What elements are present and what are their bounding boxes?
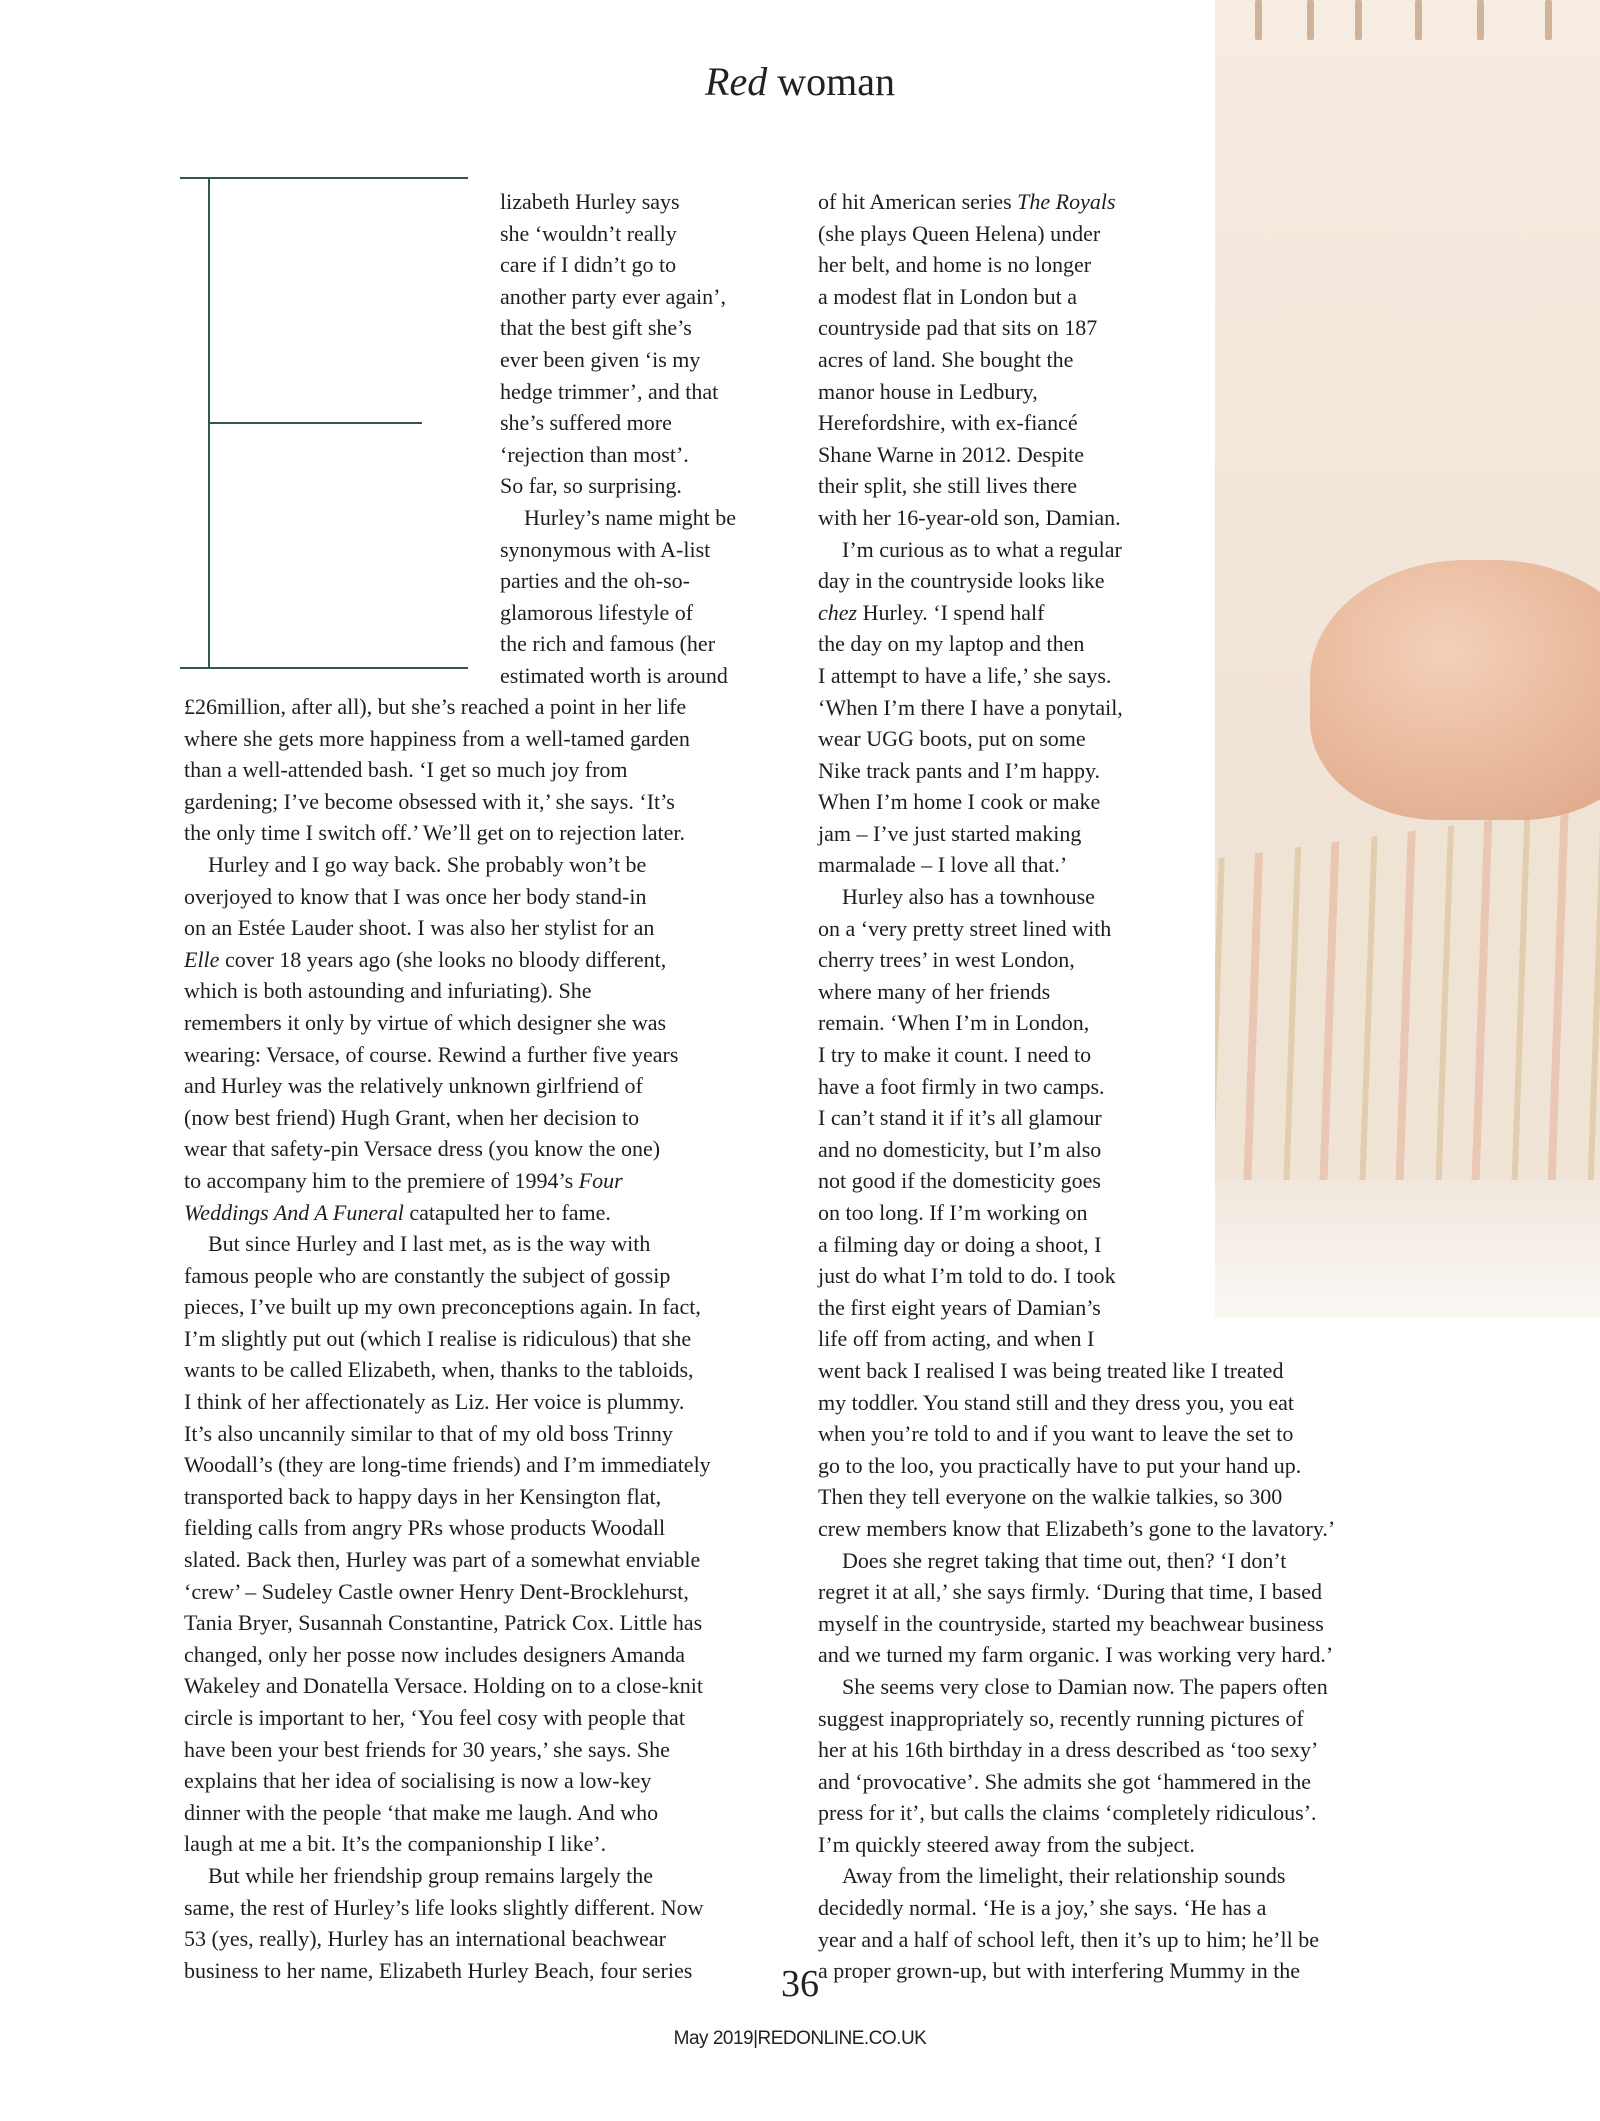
text-line: chez Hurley. ‘I spend half bbox=[818, 599, 1045, 625]
text-line: myself in the countryside, started my beachwear business bbox=[818, 1610, 1324, 1636]
text-line: Tania Bryer, Susannah Constantine, Patrick Cox. Little has bbox=[184, 1610, 703, 1636]
text-line: changed, only her posse now includes designers Amanda bbox=[184, 1641, 685, 1667]
text-line: the first eight years of Damian’s bbox=[818, 1294, 1101, 1320]
text-line: which is both astounding and infuriating). She bbox=[184, 978, 592, 1004]
text-line: a modest flat in London but a bbox=[818, 283, 1078, 309]
text-line: pieces, I’ve built up my own preconceptions again. In fact, bbox=[184, 1294, 701, 1320]
text-line: dinner with the people ‘that make me laugh. And who bbox=[184, 1799, 659, 1825]
text-line: her at his 16th birthday in a dress described as ‘too sexy’ bbox=[818, 1737, 1319, 1763]
text-line: she ‘wouldn’t really bbox=[500, 220, 677, 246]
text-line: on too long. If I’m working on bbox=[818, 1200, 1088, 1225]
text-line: remembers it only by virtue of which designer she was bbox=[184, 1009, 667, 1035]
drop-cap-middle-bar bbox=[210, 422, 422, 424]
text-line: the only time I switch off.’ We’ll get on to rejection later. bbox=[184, 820, 686, 846]
text-line: than a well-attended bash. ‘I get so much joy from bbox=[184, 757, 628, 783]
text-line: transported back to happy days in her Kensington flat, bbox=[184, 1483, 662, 1509]
text-line: I can’t stand it if it’s all glamour bbox=[818, 1105, 1102, 1131]
photo-stripe bbox=[1477, 0, 1484, 40]
text-line: wearing: Versace, of course. Rewind a further five years bbox=[184, 1041, 679, 1067]
text-line: I attempt to have a life,’ she says. bbox=[818, 662, 1112, 688]
footer-site: REDONLINE.CO.UK bbox=[757, 2028, 927, 2049]
text-line: (now best friend) Hugh Grant, when her decision to bbox=[184, 1104, 640, 1130]
column-1-top bbox=[500, 186, 736, 692]
text-line: I’m curious as to what a regular bbox=[842, 536, 1122, 562]
text-line: explains that her idea of socialising is now a low-key bbox=[184, 1768, 652, 1794]
text-line: crew members know that Elizabeth’s gone to the lavatory.’ bbox=[818, 1515, 1336, 1541]
text-line: not good if the domesticity goes bbox=[818, 1168, 1101, 1194]
text-line: a filming day or doing a shoot, I bbox=[818, 1231, 1102, 1257]
text-line: Hurley and I go way back. She probably won’t be bbox=[208, 851, 647, 877]
text-line: marmalade – I love all that.’ bbox=[818, 852, 1068, 878]
text-line: (she plays Queen Helena) under bbox=[818, 220, 1101, 246]
text-line: press for it’, but calls the claims ‘completely ridiculous’. bbox=[818, 1800, 1317, 1826]
text-line: with her 16-year-old son, Damian. bbox=[818, 504, 1121, 530]
text-line: So far, so surprising. bbox=[500, 473, 682, 499]
text-line: went back I realised I was being treated like I treated bbox=[818, 1357, 1284, 1383]
text-line: hedge trimmer’, and that bbox=[500, 378, 719, 404]
text-line: £26million, after all), but she’s reached a point in her life bbox=[184, 694, 687, 719]
column-1-bottom bbox=[184, 691, 711, 1986]
text-line: cherry trees’ in west London, bbox=[818, 947, 1075, 973]
text-line: Shane Warne in 2012. Despite bbox=[818, 441, 1085, 467]
drop-cap-top-bar bbox=[180, 177, 468, 179]
text-line: circle is important to her, ‘You feel cosy with people that bbox=[184, 1705, 685, 1730]
text-line: ever been given ‘is my bbox=[500, 346, 701, 372]
text-line: day in the countryside looks like bbox=[818, 568, 1105, 594]
text-line: Herefordshire, with ex-fiancé bbox=[818, 410, 1078, 436]
text-line: lizabeth Hurley says bbox=[500, 189, 680, 214]
text-line: the rich and famous (her bbox=[500, 631, 716, 657]
text-line: Woodall’s (they are long-time friends) and I’m immediately bbox=[184, 1452, 711, 1478]
text-line: where she gets more happiness from a well-tamed garden bbox=[184, 725, 690, 751]
page-number: 36 bbox=[781, 1963, 819, 2005]
text-line: to accompany him to the premiere of 1994’s Four bbox=[184, 1167, 623, 1193]
magazine-header bbox=[0, 58, 1600, 105]
text-line: have been your best friends for 30 years,’ she says. She bbox=[184, 1736, 670, 1762]
text-line: and no domesticity, but I’m also bbox=[818, 1136, 1102, 1162]
text-line: suggest inappropriately so, recently running pictures of bbox=[818, 1705, 1304, 1731]
text-line: have a foot firmly in two camps. bbox=[818, 1073, 1105, 1099]
text-line: ‘crew’ – Sudeley Castle owner Henry Dent-Brocklehurst, bbox=[184, 1578, 689, 1604]
text-line: another party ever again’, bbox=[500, 283, 726, 309]
text-line: regret it at all,’ she says firmly. ‘During that time, I based bbox=[818, 1579, 1323, 1605]
photo-stripe bbox=[1307, 0, 1314, 40]
text-line: decidedly normal. ‘He is a joy,’ she says. ‘He has a bbox=[818, 1895, 1267, 1921]
text-line: estimated worth is around bbox=[500, 662, 728, 688]
text-line: wear UGG boots, put on some bbox=[818, 726, 1086, 752]
text-line: overjoyed to know that I was once her body stand-in bbox=[184, 883, 647, 909]
text-line: countryside pad that sits on 187 bbox=[818, 315, 1098, 341]
text-line: when you’re told to and if you want to leave the set to bbox=[818, 1421, 1294, 1447]
text-line: and we turned my farm organic. I was working very hard.’ bbox=[818, 1642, 1334, 1668]
text-line: Hurley’s name might be bbox=[524, 504, 737, 530]
text-line: where many of her friends bbox=[818, 978, 1051, 1004]
text-line: my toddler. You stand still and they dress you, you eat bbox=[818, 1389, 1295, 1415]
text-line: slated. Back then, Hurley was part of a somewhat enviable bbox=[184, 1547, 701, 1573]
text-line: wear that safety-pin Versace dress (you know the one) bbox=[184, 1136, 661, 1162]
text-line: care if I didn’t go to bbox=[500, 252, 677, 278]
column-2 bbox=[818, 186, 1335, 1987]
text-line: Does she regret taking that time out, then? ‘I don’t bbox=[842, 1547, 1287, 1573]
header-brand: Red bbox=[705, 59, 768, 104]
text-line: Hurley also has a townhouse bbox=[842, 884, 1095, 910]
text-line: I’m quickly steered away from the subject. bbox=[818, 1831, 1195, 1857]
text-line: Wakeley and Donatella Versace. Holding on to a close-knit bbox=[184, 1673, 703, 1699]
text-line: fielding calls from angry PRs whose products Woodall bbox=[184, 1515, 666, 1541]
text-line: ‘When I’m there I have a ponytail, bbox=[818, 694, 1123, 720]
photo-bowl bbox=[1310, 560, 1600, 820]
text-line: life off from acting, and when I bbox=[818, 1326, 1095, 1352]
text-line: Weddings And A Funeral catapulted her to fame. bbox=[184, 1199, 611, 1225]
text-line: that the best gift she’s bbox=[500, 315, 692, 341]
text-line: the day on my laptop and then bbox=[818, 631, 1085, 657]
text-line: remain. ‘When I’m in London, bbox=[818, 1010, 1090, 1036]
text-line: But since Hurley and I last met, as is the way with bbox=[208, 1231, 651, 1257]
text-line: ‘rejection than most’. bbox=[500, 441, 689, 467]
text-line: Nike track pants and I’m happy. bbox=[818, 757, 1101, 783]
text-line: on an Estée Lauder shoot. I was also her stylist for an bbox=[184, 915, 655, 941]
footer-issue: May 2019 bbox=[673, 2028, 754, 2049]
text-line: I’m slightly put out (which I realise is ridiculous) that she bbox=[184, 1325, 692, 1351]
text-line: on a ‘very pretty street lined with bbox=[818, 915, 1112, 941]
text-line: Elle cover 18 years ago (she looks no bloody different, bbox=[184, 946, 667, 972]
text-line: manor house in Ledbury, bbox=[818, 378, 1038, 404]
text-line: But while her friendship group remains largely the bbox=[208, 1862, 653, 1888]
text-line: year and a half of school left, then it’s up to him; he’ll be bbox=[818, 1926, 1319, 1952]
text-line: gardening; I’ve become obsessed with it,’ she says. ‘It’s bbox=[184, 788, 675, 814]
text-line: she’s suffered more bbox=[500, 410, 672, 436]
text-line: acres of land. She bought the bbox=[818, 346, 1074, 372]
photo-stripe bbox=[1545, 0, 1552, 40]
photo-stripe bbox=[1415, 0, 1422, 40]
text-line: She seems very close to Damian now. The papers often bbox=[842, 1673, 1328, 1699]
text-line: Away from the limelight, their relationship sounds bbox=[842, 1863, 1286, 1889]
text-line: 53 (yes, really), Hurley has an international beachwear bbox=[184, 1926, 666, 1952]
text-line: and Hurley was the relatively unknown girlfriend of bbox=[184, 1073, 643, 1099]
page-footer bbox=[0, 2028, 1600, 2050]
text-line: famous people who are constantly the subject of gossip bbox=[184, 1262, 671, 1288]
text-line: same, the rest of Hurley’s life looks slightly different. Now bbox=[184, 1894, 704, 1920]
text-line: It’s also uncannily similar to that of my old boss Trinny bbox=[184, 1420, 673, 1446]
photo-stripe bbox=[1255, 0, 1262, 40]
text-line: their split, she still lives there bbox=[818, 473, 1078, 499]
text-line: synonymous with A-list bbox=[500, 536, 711, 562]
footer-divider: | bbox=[753, 2028, 758, 2049]
header-section: woman bbox=[777, 59, 895, 104]
text-line: jam – I’ve just started making bbox=[818, 820, 1082, 846]
drop-cap-bottom-bar bbox=[180, 667, 468, 669]
text-line: business to her name, Elizabeth Hurley Beach, four series bbox=[184, 1957, 693, 1983]
text-line: just do what I’m told to do. I took bbox=[818, 1263, 1116, 1289]
photo-stripe bbox=[1355, 0, 1362, 40]
text-line: go to the loo, you practically have to put your hand up. bbox=[818, 1452, 1302, 1478]
text-line: I try to make it count. I need to bbox=[818, 1042, 1092, 1068]
text-line: I think of her affectionately as Liz. Her voice is plummy. bbox=[184, 1389, 685, 1415]
text-line: Then they tell everyone on the walkie talkies, so 300 bbox=[818, 1484, 1283, 1510]
text-line: a proper grown-up, but with interfering Mummy in the bbox=[818, 1958, 1301, 1984]
text-line: wants to be called Elizabeth, when, thanks to the tabloids, bbox=[184, 1357, 694, 1383]
text-line: parties and the oh-so- bbox=[500, 568, 690, 594]
text-line: glamorous lifestyle of bbox=[500, 599, 694, 625]
text-line: of hit American series The Royals bbox=[818, 189, 1116, 214]
text-line: laugh at me a bit. It’s the companionship I like’. bbox=[184, 1831, 607, 1857]
text-line: her belt, and home is no longer bbox=[818, 252, 1092, 278]
text-line: When I’m home I cook or make bbox=[818, 789, 1101, 815]
text-line: and ‘provocative’. She admits she got ‘hammered in the bbox=[818, 1768, 1312, 1794]
